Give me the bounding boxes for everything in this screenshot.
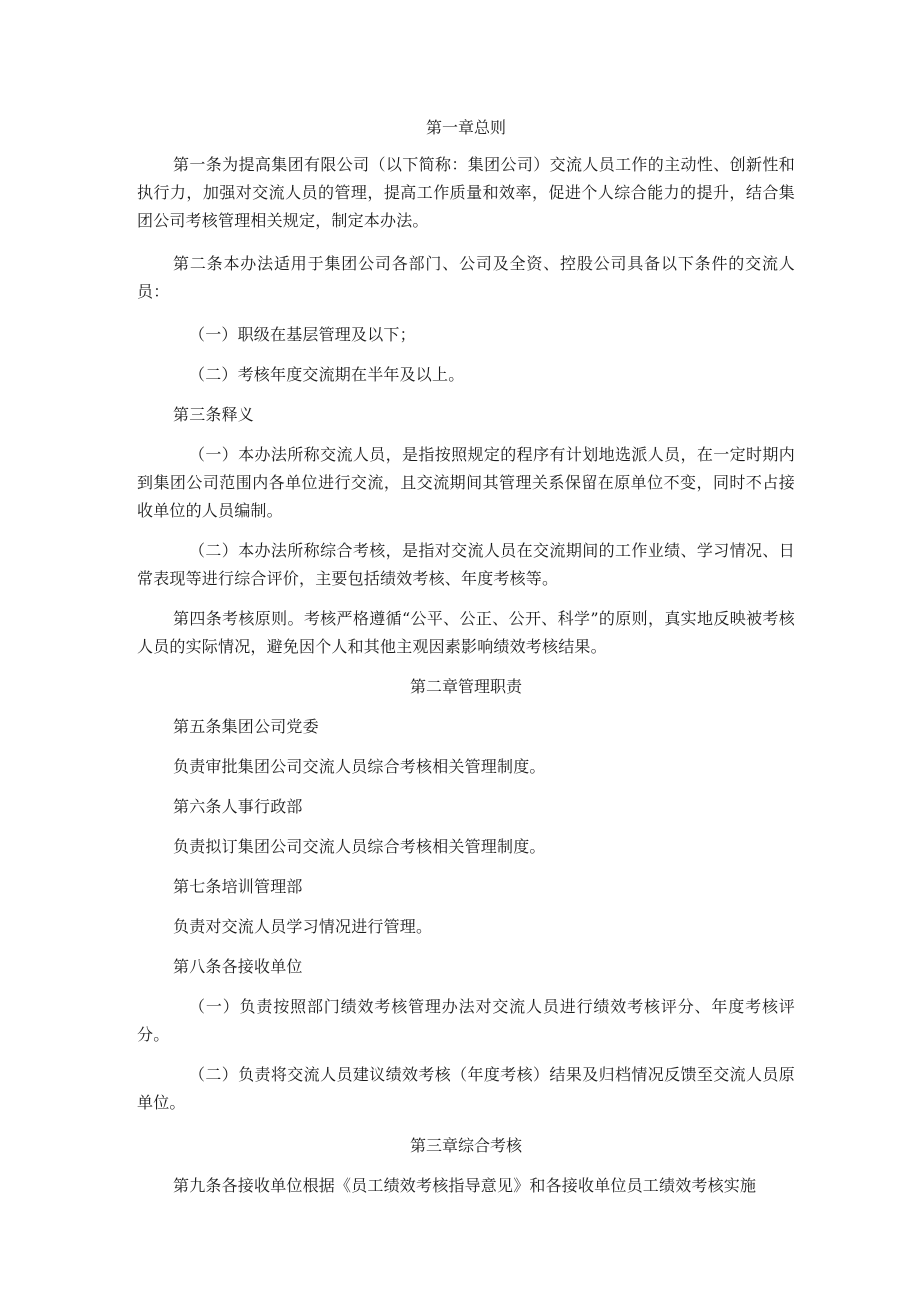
- chapter-2-title: 第二章管理职责: [409, 677, 522, 696]
- article-1: 第一条为提高集团有限公司（以下简称：集团公司）交流人员工作的主动性、创新性和执行力，加强对交流人员的管理，提高工作质量和效率，促进个人综合能力的提升，结合集团公司考核管理相关规定，制定本办法。: [137, 155, 795, 230]
- article-6: 第六条人事行政部: [173, 797, 303, 816]
- article-9: 第九条各接收单位根据《员工绩效考核指导意见》和各接收单位员工绩效考核实施: [173, 1176, 757, 1195]
- article-3: 第三条释义: [173, 405, 255, 424]
- article-6-text: 负责拟订集团公司交流人员综合考核相关管理制度。: [173, 837, 546, 856]
- article-7: 第七条培训管理部: [173, 877, 303, 896]
- article-2: 第二条本办法适用于集团公司各部门、公司及全资、控股公司具备以下条件的交流人员：: [137, 254, 795, 301]
- article-5: 第五条集团公司党委: [173, 717, 319, 736]
- article-4: 第四条考核原则。考核严格遵循“公平、公正、公开、科学”的原则，真实地反映被考核人员的实际情况，避免因个人和其他主观因素影响绩效考核结果。: [137, 609, 795, 656]
- article-7-text: 负责对交流人员学习情况进行管理。: [173, 917, 433, 936]
- article-2-item-2: （二）考核年度交流期在半年及以上。: [189, 365, 465, 384]
- article-8-item-1: （一）负责按照部门绩效考核管理办法对交流人员进行绩效考核评分、年度考核评分。: [137, 997, 795, 1044]
- chapter-3-title: 第三章综合考核: [409, 1136, 522, 1155]
- article-2-item-1: （一）职级在基层管理及以下；: [189, 325, 416, 344]
- article-8-item-2: （二）负责将交流人员建议绩效考核（年度考核）结果及归档情况反馈至交流人员原单位。: [137, 1065, 795, 1112]
- article-5-text: 负责审批集团公司交流人员综合考核相关管理制度。: [173, 757, 546, 776]
- chapter-1-title: 第一章总则: [425, 118, 506, 137]
- article-3-item-1: （一）本办法所称交流人员，是指按照规定的程序有计划地选派人员，在一定时期内到集团公司范围内各单位进行交流，且交流期间其管理关系保留在原单位不变，同时不占接收单位的人员编制。: [137, 445, 795, 520]
- article-8: 第八条各接收单位: [173, 957, 303, 976]
- article-3-item-2: （二）本办法所称综合考核，是指对交流人员在交流期间的工作业绩、学习情况、日常表现等进行综合评价，主要包括绩效考核、年度考核等。: [137, 541, 795, 588]
- document-body: [137, 114, 795, 1200]
